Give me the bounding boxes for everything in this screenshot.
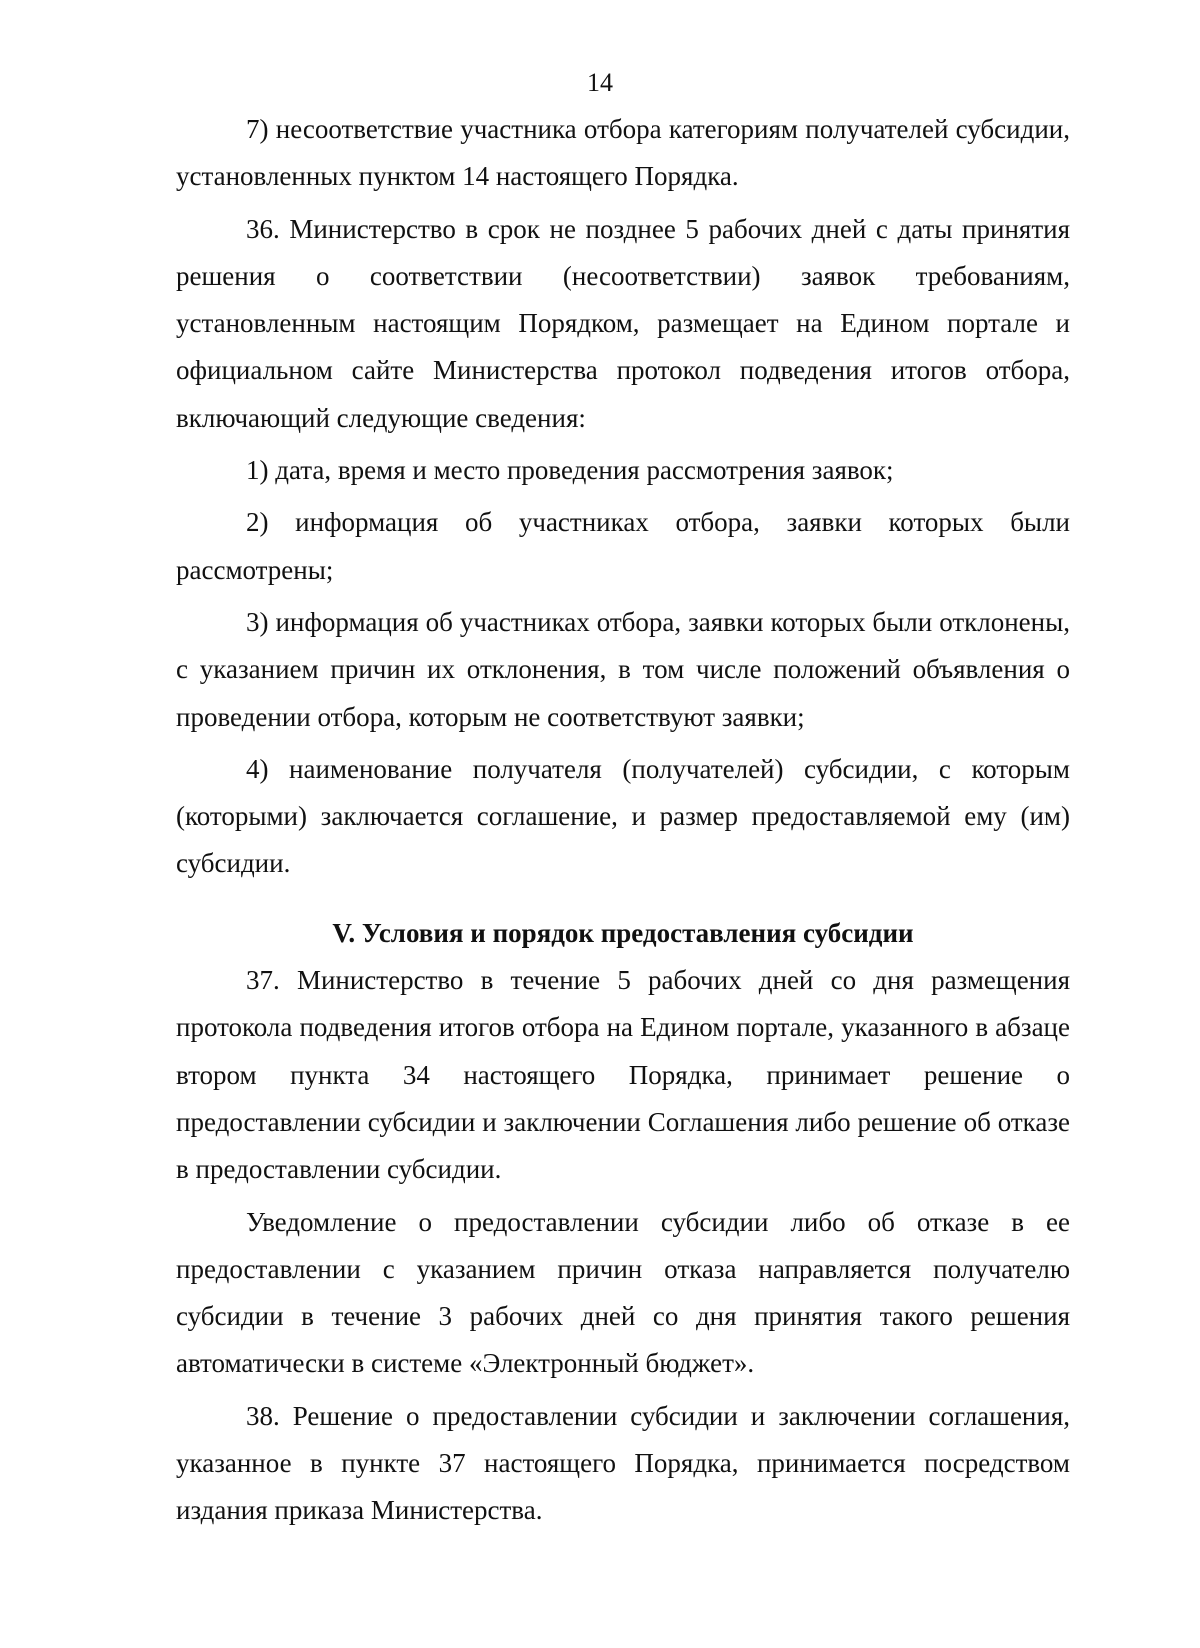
paragraph-item-7: 7) несоответствие участника отбора категориям получателей субсидии, установленных пунктом 14 настоящего Порядка. xyxy=(176,114,1070,192)
paragraph-clause-37: 37. Министерство в течение 5 рабочих дней со дня размещения протокола подведения итогов отбора на Едином портале, указанного в абзаце втором пункта 34 настоящего Порядка, принимает решение о предоставлении субсидии и заключении Соглашения либо решение об отказе в предоставлении субсидии. xyxy=(176,965,1070,1185)
document-body xyxy=(176,106,1070,1535)
page-number: 14 xyxy=(587,68,613,97)
paragraph-list-item-4: 4) наименование получателя (получателей) субсидии, с которым (которыми) заключается соглашение, и размер предоставляемой ему (им) субсидии. xyxy=(176,753,1070,879)
paragraph-list-item-2: 2) информация об участниках отбора, заявки которых были рассмотрены; xyxy=(176,507,1070,585)
paragraph-notification: Уведомление о предоставлении субсидии либо об отказе в ее предоставлении с указанием причин отказа направляется получателю субсидии в течение 3 рабочих дней со дня принятия такого решения автоматически в системе «Электронный бюджет». xyxy=(176,1206,1070,1379)
paragraph-list-item-3: 3) информация об участниках отбора, заявки которых были отклонены, с указанием причин их отклонения, в том числе положений объявления о проведении отбора, которым не соответствуют заявки; xyxy=(176,606,1070,732)
paragraph-clause-38: 38. Решение о предоставлении субсидии и заключении соглашения, указанное в пункте 37 настоящего Порядка, принимается посредством издания приказа Министерства. xyxy=(176,1400,1070,1526)
paragraph-clause-36: 36. Министерство в срок не позднее 5 рабочих дней с даты принятия решения о соответствии (несоответствии) заявок требованиям, установленным настоящим Порядком, размещает на Едином портале и официальном сайте Министерства протокол подведения итогов отбора, включающий следующие сведения: xyxy=(176,213,1070,433)
paragraph-list-item-1: 1) дата, время и место проведения рассмотрения заявок; xyxy=(246,455,894,486)
section-heading: V. Условия и порядок предоставления субсидии xyxy=(332,917,914,948)
